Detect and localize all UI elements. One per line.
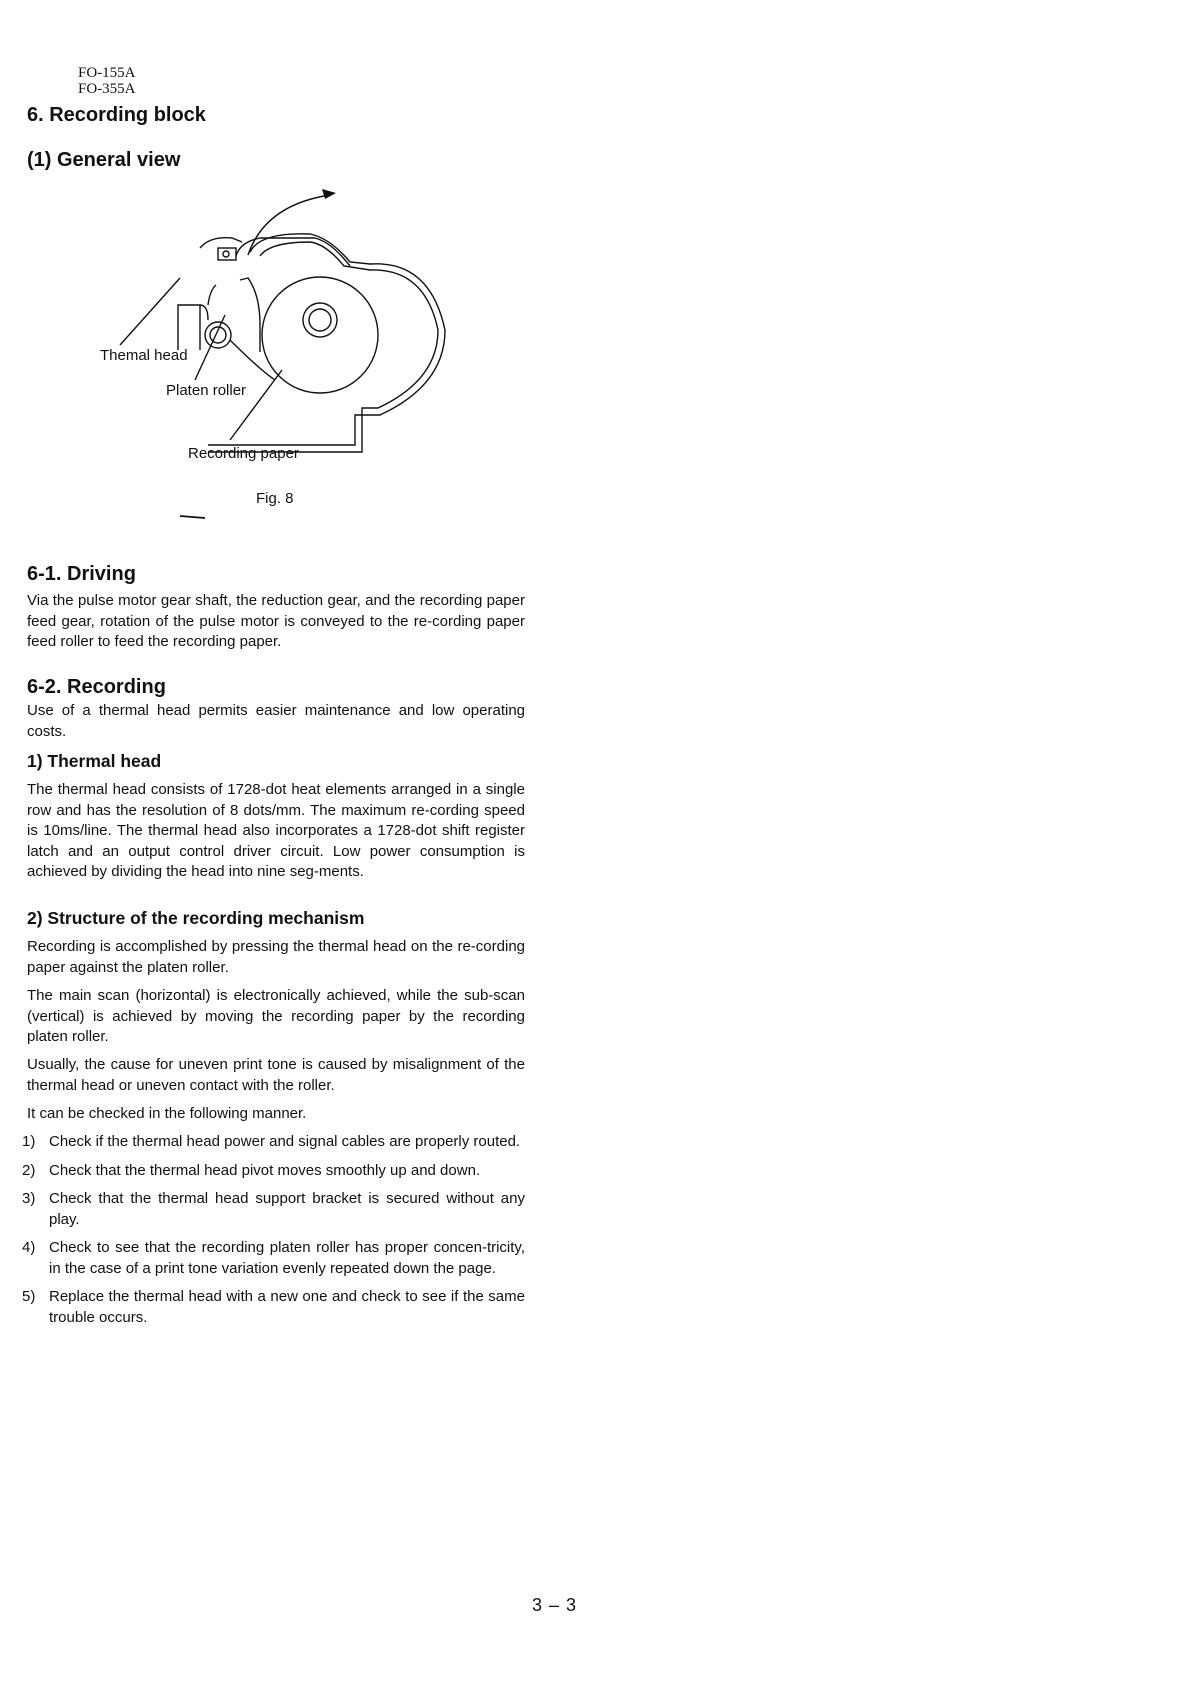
list-text: Replace the thermal head with a new one and check to see if the same trouble occurs. — [49, 1288, 525, 1326]
driving-heading: 6-1. Driving — [27, 563, 136, 585]
list-number: 4) — [22, 1239, 36, 1256]
structure-paragraph-3: Usually, the cause for uneven print tone is caused by misalignment of the thermal head or uneven contact with the roller. — [27, 1056, 525, 1094]
list-item — [22, 1132, 525, 1153]
general-view-title: (1) General view — [27, 149, 181, 171]
driving-paragraph: Via the pulse motor gear shaft, the reduction gear, and the recording paper feed gear, rotation of the pulse motor is conveyed to the re-cording paper feed roller to feed the recording paper. — [27, 592, 525, 650]
structure-paragraph-1: Recording is accomplished by pressing the thermal head on the re-cording paper against the platen roller. — [27, 938, 525, 976]
thermal-head-paragraph: The thermal head consists of 1728-dot heat elements arranged in a single row and has the resolution of 8 dots/mm. The maximum re-cording speed is 10ms/line. The thermal head also incorporates a 1728-dot shift register latch and an output control driver circuit. Low power consumption is achieved by dividing the head into nine seg-ments. — [27, 781, 525, 880]
model-header — [78, 65, 136, 97]
thermal-head-label: Themal head — [100, 347, 188, 364]
list-text: Check if the thermal head power and signal cables are properly routed. — [49, 1133, 521, 1150]
list-item — [22, 1161, 525, 1182]
list-text: Check to see that the recording platen roller has proper concen-tricity, in the case of a print tone variation evenly repeated down the page. — [49, 1239, 525, 1277]
list-number: 3) — [22, 1190, 36, 1207]
recording-mechanism-figure — [100, 180, 480, 540]
platen-roller-label: Platen roller — [166, 382, 247, 399]
model-line: FO-355A — [78, 81, 136, 97]
structure-paragraph-2: The main scan (horizontal) is electronically achieved, while the sub-scan (vertical) is achieved by moving the recording paper by the recording platen roller. — [27, 987, 525, 1045]
list-text: Check that the thermal head support bracket is secured without any play. — [49, 1190, 525, 1228]
check-list — [22, 1132, 525, 1336]
section-title: 6. Recording block — [27, 104, 206, 126]
list-text: Check that the thermal head pivot moves smoothly up and down. — [49, 1161, 481, 1179]
structure-paragraph-4: It can be checked in the following manner. — [27, 1105, 307, 1122]
list-item — [22, 1189, 525, 1230]
list-item — [22, 1287, 525, 1328]
list-number: 5) — [22, 1288, 36, 1305]
list-number: 1) — [22, 1133, 36, 1150]
list-item — [22, 1238, 525, 1279]
list-number: 2) — [22, 1161, 36, 1179]
structure-heading: 2) Structure of the recording mechanism — [27, 908, 365, 928]
figure-caption: Fig. 8 — [256, 490, 294, 507]
model-line: FO-155A — [78, 65, 136, 81]
recording-heading: 6-2. Recording — [27, 676, 166, 698]
recording-intro: Use of a thermal head permits easier maintenance and low operating costs. — [27, 702, 525, 740]
recording-paper-label: Recording paper — [188, 445, 299, 462]
page-number: 3 – 3 — [532, 1595, 578, 1615]
thermal-head-heading: 1) Thermal head — [27, 751, 162, 771]
